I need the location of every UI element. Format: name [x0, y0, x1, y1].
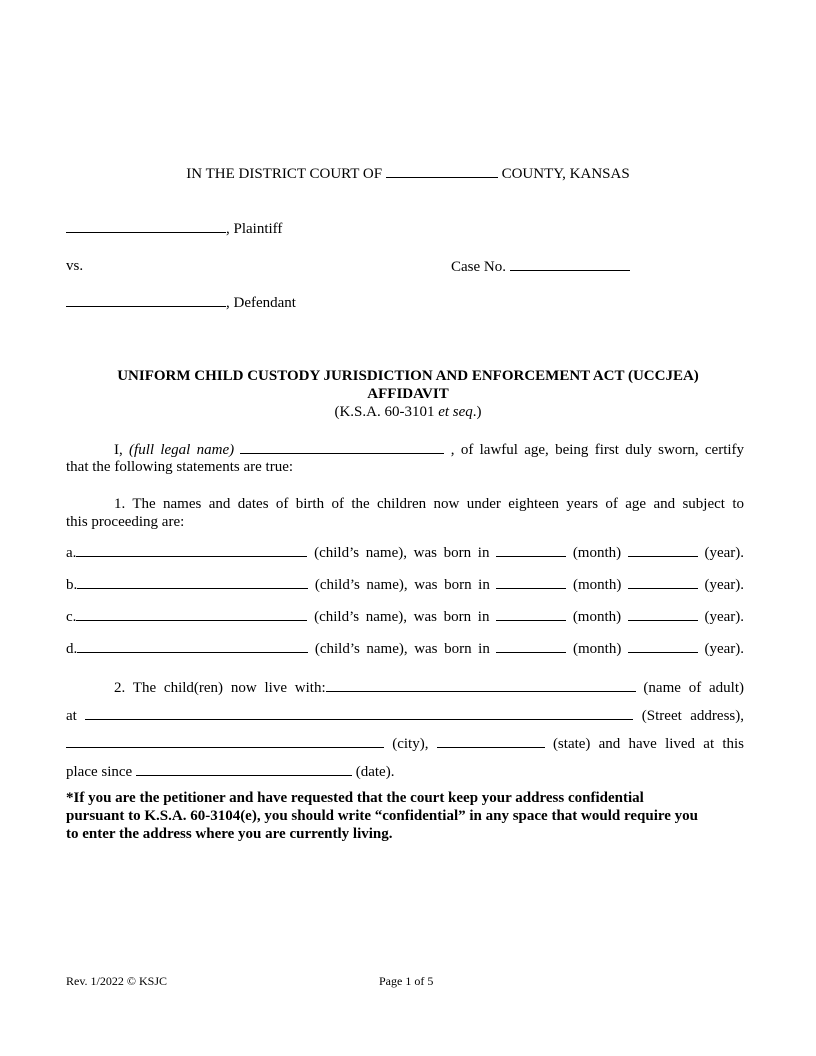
child-row: [66, 607, 744, 626]
item2-lead: 2. The child(ren) now live with:: [114, 680, 326, 696]
year-label: (year).: [704, 577, 745, 593]
intro-i-label: I,: [114, 442, 130, 458]
court-heading: [0, 164, 816, 183]
birth-month-field[interactable]: [496, 575, 566, 589]
name-of-adult-label: (name of adult): [643, 680, 744, 696]
item1-line-1: 1. The names and dates of birth of the children now under eighteen years of age and subject to: [114, 496, 744, 512]
child-prefix: a.: [66, 545, 77, 561]
child-name-field[interactable]: [77, 639, 308, 653]
since-date-field[interactable]: [136, 762, 352, 776]
citation-suffix: .): [472, 404, 482, 420]
child-row: [66, 639, 744, 658]
year-label: (year).: [704, 545, 745, 561]
month-label: (month): [572, 577, 622, 593]
case-number-line: [451, 257, 630, 276]
statute-citation: [0, 403, 816, 421]
date-label: (date).: [355, 764, 395, 780]
intro-line-2: that the following statements are true:: [66, 459, 294, 475]
defendant-line: [66, 293, 296, 312]
city-field[interactable]: [66, 734, 384, 748]
intro-line-1-rest: , of lawful age, being first duly sworn, certify: [450, 442, 745, 458]
case-number-field[interactable]: [510, 257, 630, 271]
street-address-label: (Street address),: [641, 708, 744, 724]
confidential-notice-line-3: to enter the address where you are currently living.: [66, 826, 393, 842]
plaintiff-name-field[interactable]: [66, 219, 226, 233]
defendant-label: , Defendant: [226, 295, 296, 311]
city-label: (city),: [392, 736, 429, 752]
child-name-field[interactable]: [77, 575, 308, 589]
item2-line-3: [66, 734, 744, 753]
child-prefix: b.: [66, 577, 78, 593]
item1-line-2: this proceeding are:: [66, 514, 185, 530]
month-label: (month): [572, 545, 622, 561]
birth-year-field[interactable]: [628, 575, 698, 589]
county-field[interactable]: [386, 164, 498, 178]
confidential-notice-line-2: pursuant to K.S.A. 60-3104(e), you should write “confidential” in any space that would require you: [66, 808, 699, 824]
birth-year-field[interactable]: [628, 639, 698, 653]
childs-name-label: (child’s name), was born in: [314, 545, 490, 561]
full-legal-name-field[interactable]: [240, 440, 444, 454]
case-no-label: Case No.: [451, 259, 506, 275]
year-label: (year).: [704, 609, 745, 625]
birth-year-field[interactable]: [628, 607, 698, 621]
plaintiff-label: , Plaintiff: [226, 221, 283, 237]
street-address-field[interactable]: [85, 706, 633, 720]
place-since-label: place since: [66, 764, 133, 780]
citation-prefix: (K.S.A. 60-3101: [334, 404, 439, 420]
item2-line-2: [66, 706, 744, 725]
childs-name-label: (child’s name), was born in: [314, 577, 490, 593]
childs-name-label: (child’s name), was born in: [314, 641, 490, 657]
month-label: (month): [572, 609, 622, 625]
item2-line-1: [114, 678, 744, 697]
page-number: Page 1 of 5: [379, 974, 434, 988]
childs-name-label: (child’s name), was born in: [314, 609, 490, 625]
state-field[interactable]: [437, 734, 545, 748]
child-row: [66, 575, 744, 594]
adult-name-field[interactable]: [326, 678, 636, 692]
month-label: (month): [572, 641, 622, 657]
vs-label: vs.: [66, 258, 84, 274]
intro-line-1: [66, 440, 744, 459]
birth-month-field[interactable]: [496, 639, 566, 653]
year-label: (year).: [704, 641, 745, 657]
birth-month-field[interactable]: [496, 607, 566, 621]
child-prefix: d.: [66, 641, 78, 657]
full-name-hint: (full legal name): [129, 442, 235, 458]
child-name-field[interactable]: [76, 607, 307, 621]
item2-line-4: [66, 762, 394, 781]
child-name-field[interactable]: [76, 543, 307, 557]
at-label: at: [66, 708, 77, 724]
court-heading-suffix: COUNTY, KANSAS: [501, 166, 630, 182]
plaintiff-line: [66, 219, 282, 238]
defendant-name-field[interactable]: [66, 293, 226, 307]
revision-footer: Rev. 1/2022 © KSJC: [66, 974, 168, 988]
birth-month-field[interactable]: [496, 543, 566, 557]
child-row: [66, 543, 744, 562]
confidential-notice-line-1: *If you are the petitioner and have requested that the court keep your address confidential: [66, 790, 644, 806]
document-title: UNIFORM CHILD CUSTODY JURISDICTION AND ENFORCEMENT ACT (UCCJEA): [117, 368, 699, 384]
birth-year-field[interactable]: [628, 543, 698, 557]
state-label: (state) and have lived at this: [552, 736, 745, 752]
citation-italic: et seq: [438, 404, 473, 420]
document-subtitle: AFFIDAVIT: [367, 386, 449, 402]
court-heading-prefix: IN THE DISTRICT COURT OF: [186, 166, 383, 182]
child-prefix: c.: [66, 609, 77, 625]
